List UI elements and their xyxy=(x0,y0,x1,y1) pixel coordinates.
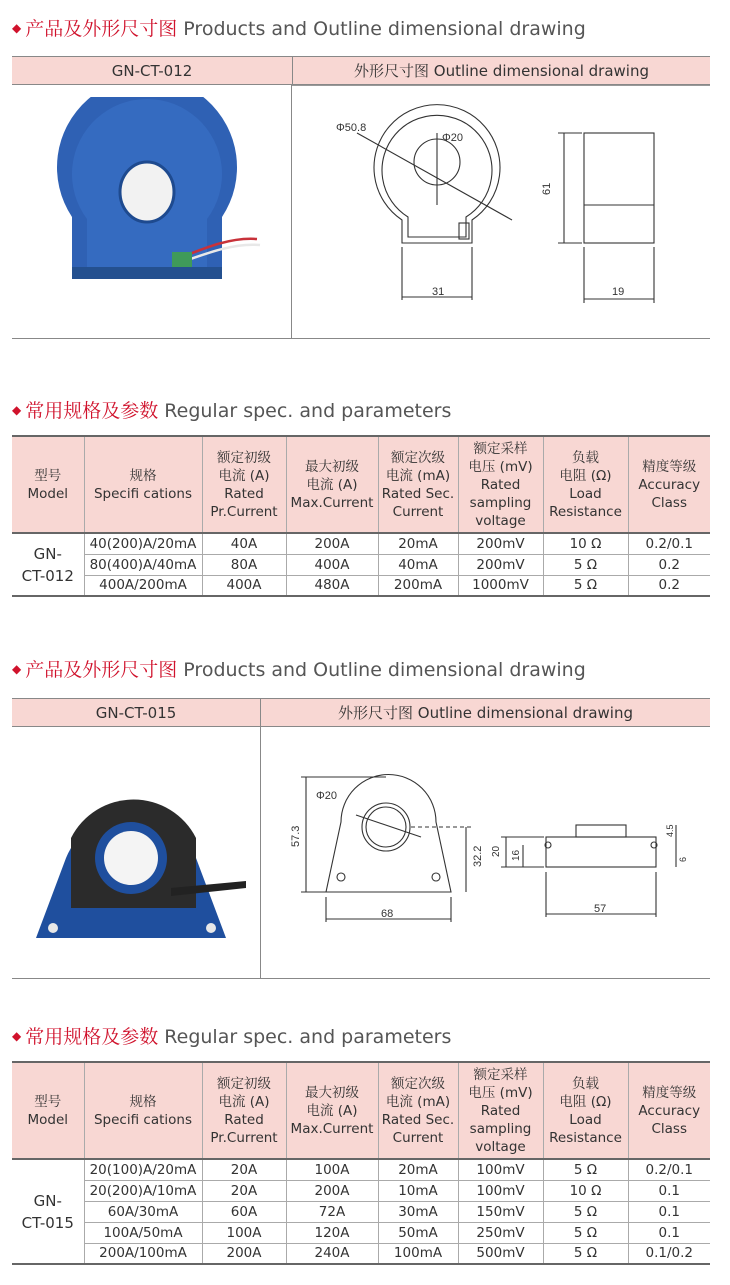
table-cell: 60A xyxy=(202,1201,286,1222)
dimension-drawing-icon xyxy=(261,727,710,978)
col-header-sampling-voltage xyxy=(458,436,543,533)
dim-side-body-height: 16 xyxy=(511,849,522,861)
table-row xyxy=(12,1159,710,1180)
header-text: Pr.Current xyxy=(210,1129,278,1146)
model-cell: GN- CT-012 xyxy=(12,533,84,596)
header-text: Rated Sec. xyxy=(381,485,455,502)
table-cell: 5 Ω xyxy=(543,1159,628,1180)
table-cell: 400A xyxy=(202,575,286,596)
table-row xyxy=(12,1201,710,1222)
table-cell: 400A xyxy=(286,554,378,575)
col-header-load-resistance xyxy=(543,1062,628,1159)
header-text: voltage xyxy=(475,512,526,529)
table-cell: 40mA xyxy=(378,554,458,575)
product-panel-012 xyxy=(12,56,710,339)
header-text: voltage xyxy=(475,1138,526,1155)
header-text: 额定初级 xyxy=(217,1075,271,1092)
header-text: 额定次级 xyxy=(391,449,445,466)
dim-side-height: 20 xyxy=(491,845,502,857)
dim-width: 31 xyxy=(432,286,445,298)
header-text: 额定初级 xyxy=(217,449,271,466)
panel-header xyxy=(12,698,710,727)
table-row xyxy=(12,554,710,575)
section-title-en: Regular spec. and parameters xyxy=(164,1026,452,1048)
header-text: 型号 xyxy=(34,1093,62,1110)
col-header-accuracy xyxy=(628,1062,710,1159)
header-text: Pr.Current xyxy=(210,503,278,520)
header-text: Resistance xyxy=(549,1129,622,1146)
dim-width: 68 xyxy=(381,908,394,920)
table-cell: 0.1 xyxy=(628,1180,710,1201)
dim-top: 4.5 xyxy=(665,824,675,837)
table-cell: 5 Ω xyxy=(543,1201,628,1222)
table-cell: 20(100)A/20mA xyxy=(84,1159,202,1180)
header-text: Load xyxy=(569,1111,602,1128)
diamond-bullet-icon: ◆ xyxy=(12,403,22,417)
table-cell: 5 Ω xyxy=(543,1222,628,1243)
table-cell: 5 Ω xyxy=(543,575,628,596)
table-cell: 200mA xyxy=(378,575,458,596)
section-title-en: Products and Outline dimensional drawing xyxy=(183,18,586,40)
table-header-row xyxy=(12,436,710,533)
col-header-model xyxy=(12,436,84,533)
table-cell: 40A xyxy=(202,533,286,554)
table-cell: 0.2/0.1 xyxy=(628,1159,710,1180)
dim-depth: 19 xyxy=(612,286,625,298)
diamond-bullet-icon: ◆ xyxy=(12,21,22,35)
col-header-rated-sec xyxy=(378,1062,458,1159)
table-cell: 0.1 xyxy=(628,1222,710,1243)
header-text: 电流 (A) xyxy=(218,467,270,484)
dim-side-width: 57 xyxy=(594,903,607,915)
section-title-cn: 产品及外形尺寸图 xyxy=(25,18,178,40)
table-cell: 80(400)A/40mA xyxy=(84,554,202,575)
table-cell: 120A xyxy=(286,1222,378,1243)
table-cell: 0.2/0.1 xyxy=(628,533,710,554)
header-text: Specifi cations xyxy=(93,485,192,502)
header-text: 电流 (mA) xyxy=(385,1093,451,1110)
header-text: Resistance xyxy=(549,503,622,520)
spec-table-012 xyxy=(12,435,710,597)
table-row xyxy=(12,533,710,554)
header-text: Specifi cations xyxy=(93,1111,192,1128)
section-title-spec-015 xyxy=(12,1022,451,1049)
table-cell: 72A xyxy=(286,1201,378,1222)
table-cell: 100mA xyxy=(378,1243,458,1264)
table-cell: 100A xyxy=(202,1222,286,1243)
header-text: Rated Sec. xyxy=(381,1111,455,1128)
header-text: sampling xyxy=(469,1120,532,1137)
drawing-header: 外形尺寸图 Outline dimensional drawing xyxy=(260,699,710,726)
header-text: Accuracy xyxy=(638,1102,701,1119)
header-text: 电压 (mV) xyxy=(468,1084,533,1101)
product-photo-012 xyxy=(12,85,291,338)
product-photo-015 xyxy=(12,727,260,978)
dim-height: 61 xyxy=(541,182,553,195)
table-cell: 240A xyxy=(286,1243,378,1264)
product-panel-015 xyxy=(12,698,710,979)
table-cell: 1000mV xyxy=(458,575,543,596)
table-cell: 20(200)A/10mA xyxy=(84,1180,202,1201)
current-transformer-icon xyxy=(32,97,272,327)
table-cell: 0.2 xyxy=(628,554,710,575)
model-header: GN-CT-012 xyxy=(111,61,193,80)
header-text: 额定采样 xyxy=(473,1066,528,1083)
dim-center-height: 32.2 xyxy=(472,845,484,867)
table-cell: 200A xyxy=(286,533,378,554)
table-cell: 100A/50mA xyxy=(84,1222,202,1243)
table-cell: 250mV xyxy=(458,1222,543,1243)
table-cell: 80A xyxy=(202,554,286,575)
table-cell: 10 Ω xyxy=(543,533,628,554)
table-header-row xyxy=(12,1062,710,1159)
diamond-bullet-icon: ◆ xyxy=(12,662,22,676)
section-title-cn: 产品及外形尺寸图 xyxy=(25,659,178,681)
outline-drawing-015 xyxy=(260,727,710,978)
header-text: Max.Current xyxy=(290,494,374,511)
header-text: 规格 xyxy=(129,467,157,484)
col-header-max-current xyxy=(286,436,378,533)
col-header-load-resistance xyxy=(543,436,628,533)
table-cell: 10mA xyxy=(378,1180,458,1201)
table-cell: 40(200)A/20mA xyxy=(84,533,202,554)
outline-drawing-012 xyxy=(291,85,710,338)
col-header-spec xyxy=(84,436,202,533)
table-cell: 20A xyxy=(202,1180,286,1201)
col-header-spec xyxy=(84,1062,202,1159)
col-header-sampling-voltage xyxy=(458,1062,543,1159)
header-text: 负载 xyxy=(572,1075,599,1092)
section-title-spec-012 xyxy=(12,396,451,423)
table-row xyxy=(12,1222,710,1243)
model-cell: GN- CT-015 xyxy=(12,1159,84,1264)
header-text: 额定次级 xyxy=(391,1075,445,1092)
table-cell: 480A xyxy=(286,575,378,596)
table-cell: 5 Ω xyxy=(543,554,628,575)
panel-header xyxy=(12,56,710,85)
table-cell: 100A xyxy=(286,1159,378,1180)
table-cell: 5 Ω xyxy=(543,1243,628,1264)
table-cell: 500mV xyxy=(458,1243,543,1264)
header-text: Current xyxy=(392,503,444,520)
table-cell: 400A/200mA xyxy=(84,575,202,596)
table-cell: 200A xyxy=(202,1243,286,1264)
table-row xyxy=(12,575,710,596)
table-cell: 100mV xyxy=(458,1159,543,1180)
dim-outer-diameter: Φ50.8 xyxy=(336,122,367,134)
col-header-rated-sec xyxy=(378,436,458,533)
col-header-max-current xyxy=(286,1062,378,1159)
table-cell: 20mA xyxy=(378,533,458,554)
table-cell: 200mV xyxy=(458,554,543,575)
table-cell: 60A/30mA xyxy=(84,1201,202,1222)
col-header-accuracy xyxy=(628,436,710,533)
table-cell: 0.1 xyxy=(628,1201,710,1222)
header-text: 电压 (mV) xyxy=(468,458,533,475)
table-cell: 0.2 xyxy=(628,575,710,596)
dimension-drawing-icon xyxy=(292,85,710,338)
header-text: 精度等级 xyxy=(642,1084,697,1101)
header-text: Load xyxy=(569,485,602,502)
dim-hole: 6 xyxy=(678,856,688,862)
header-text: Rated xyxy=(480,476,521,493)
model-header: GN-CT-015 xyxy=(95,703,177,722)
header-text: Model xyxy=(27,1111,69,1128)
table-cell: 50mA xyxy=(378,1222,458,1243)
col-header-model xyxy=(12,1062,84,1159)
header-text: 电流 (A) xyxy=(306,1102,358,1119)
col-header-rated-primary xyxy=(202,1062,286,1159)
header-text: Rated xyxy=(224,485,264,502)
header-text: 电阻 (Ω) xyxy=(559,1093,612,1110)
dim-inner-diameter: Φ20 xyxy=(442,132,464,144)
section-title-cn: 常用规格及参数 xyxy=(25,400,159,422)
header-text: 负载 xyxy=(572,449,599,466)
table-cell: 0.1/0.2 xyxy=(628,1243,710,1264)
diamond-bullet-icon: ◆ xyxy=(12,1029,22,1043)
table-cell: 20A xyxy=(202,1159,286,1180)
drawing-header: 外形尺寸图 Outline dimensional drawing xyxy=(292,57,710,84)
spec-table-015 xyxy=(12,1061,710,1265)
header-text: 型号 xyxy=(34,467,62,484)
header-text: Class xyxy=(651,1120,688,1137)
header-text: 最大初级 xyxy=(305,458,359,475)
header-text: Max.Current xyxy=(290,1120,374,1137)
current-transformer-icon xyxy=(21,748,251,958)
table-cell: 200A xyxy=(286,1180,378,1201)
header-text: 额定采样 xyxy=(473,440,528,457)
header-text: sampling xyxy=(469,494,532,511)
header-text: 精度等级 xyxy=(642,458,697,475)
header-text: Rated xyxy=(480,1102,521,1119)
header-text: Model xyxy=(27,485,69,502)
table-cell: 100mV xyxy=(458,1180,543,1201)
header-text: Accuracy xyxy=(638,476,701,493)
table-cell: 150mV xyxy=(458,1201,543,1222)
table-cell: 20mA xyxy=(378,1159,458,1180)
table-cell: 200A/100mA xyxy=(84,1243,202,1264)
section-title-products-012 xyxy=(12,14,586,41)
header-text: 最大初级 xyxy=(305,1084,359,1101)
section-title-en: Products and Outline dimensional drawing xyxy=(183,659,586,681)
dim-inner-diameter: Φ20 xyxy=(316,790,338,802)
col-header-rated-primary xyxy=(202,436,286,533)
header-text: Current xyxy=(392,1129,444,1146)
table-cell: 200mV xyxy=(458,533,543,554)
header-text: 电流 (A) xyxy=(306,476,358,493)
section-title-en: Regular spec. and parameters xyxy=(164,400,452,422)
table-cell: 30mA xyxy=(378,1201,458,1222)
section-title-cn: 常用规格及参数 xyxy=(25,1026,159,1048)
table-row xyxy=(12,1243,710,1264)
header-text: 电流 (A) xyxy=(218,1093,270,1110)
header-text: Class xyxy=(651,494,688,511)
table-cell: 10 Ω xyxy=(543,1180,628,1201)
header-text: 电阻 (Ω) xyxy=(559,467,612,484)
table-row xyxy=(12,1180,710,1201)
section-title-products-015 xyxy=(12,655,586,682)
header-text: 电流 (mA) xyxy=(385,467,451,484)
header-text: 规格 xyxy=(129,1093,157,1110)
dim-height: 57.3 xyxy=(290,825,302,847)
header-text: Rated xyxy=(224,1111,264,1128)
